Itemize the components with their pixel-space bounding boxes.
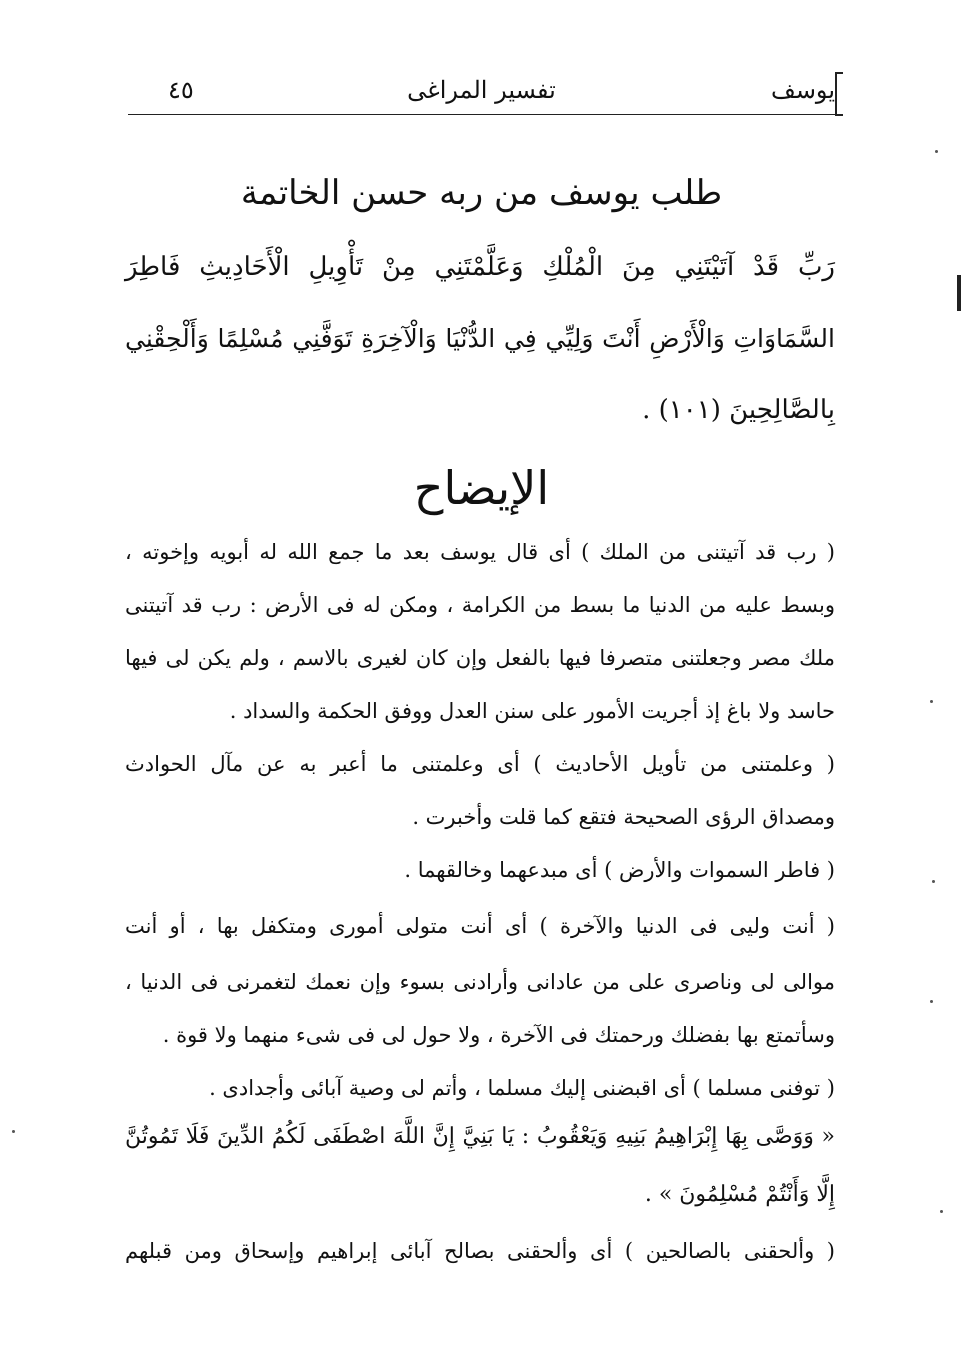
body-line: ( أنت وليى فى الدنيا والآخرة ) أى أنت متولى أمورى ومتكفل بها ، أو أنت bbox=[125, 914, 835, 938]
scan-speck bbox=[935, 150, 938, 153]
quran-citation-line: إِلَّا وَأَنْتُمْ مُسْلِمُونَ » . bbox=[644, 1182, 835, 1207]
body-line: ( توفنى مسلما ) أى اقبضنى إليك مسلما ، وأتم لى وصية آبائى وأجدادى . bbox=[209, 1076, 835, 1100]
verse-line: السَّمَاوَاتِ وَالْأَرْضِ أَنْتَ وَلِيِّي فِي الدُّنْيَا وَالْآخِرَةِ تَوَفَّنِي مُسْلِمًا وَأَلْحِقْنِي bbox=[125, 324, 835, 353]
margin-mark bbox=[957, 275, 961, 311]
scan-speck bbox=[930, 700, 933, 703]
scan-speck bbox=[940, 1210, 943, 1213]
scan-speck bbox=[12, 1130, 15, 1133]
body-line: ( وألحقنى بالصالحين ) أى وألحقنى بصالح آبائى إبراهيم وإسحاق ومن قبلهم bbox=[125, 1239, 835, 1263]
body-line: وبسط عليه من الدنيا ما بسط من الكرامة ، ومكن له فى الأرض : رب قد آتيتنى bbox=[125, 593, 835, 617]
quran-citation-line: « وَوَصَّى بِهَا إِبْرَاهِيمُ بَنِيهِ وَيَعْقُوبُ : يَا بَنِيَّ إِنَّ اللَّهَ اصْطَفَى لَكُمُ الدِّينَ فَلَا تَمُوتُنَّ bbox=[125, 1124, 835, 1149]
body-line: وسأتمتع بها بفضلك ورحمتك فى الآخرة ، ولا حول لى فى شىء منهما ولا قوة . bbox=[162, 1023, 835, 1047]
page-number: ٤٥ bbox=[168, 76, 194, 104]
scan-speck bbox=[930, 1000, 933, 1003]
body-line: ملك مصر وجعلتنى متصرفا فيها بالفعل وإن كان لغيرى بالاسم ، ولم يكن لى فيها bbox=[125, 646, 835, 670]
body-line: موالى لى وناصرى على من عادانى وأرادنى بسوء وإن نعمك لتغمرنى فى الدنيا ، bbox=[125, 970, 835, 994]
header-rule bbox=[128, 114, 840, 115]
section-heading: طلب يوسف من ربه حسن الخاتمة bbox=[240, 173, 723, 213]
explanation-heading: الإيضاح bbox=[413, 461, 550, 515]
body-line: ( فاطر السموات والأرض ) أى مبدعهما وخالقهما . bbox=[404, 858, 835, 882]
body-line: حاسد ولا باغ إذ أجريت الأمور على سنن العدل ووفق الحكمة والسداد . bbox=[229, 699, 835, 723]
verse-line: رَبِّ قَدْ آتَيْتَنِي مِنَ الْمُلْكِ وَعَلَّمْتَنِي مِنْ تَأْوِيلِ الْأَحَادِيثِ فَاطِرَ bbox=[125, 252, 835, 282]
body-line: ( وعلمتنى من تأويل الأحاديث ) أى وعلمتنى ما أعبر به عن مآل الحوادث bbox=[125, 752, 835, 776]
surah-name: يوسف bbox=[770, 76, 835, 104]
scan-speck bbox=[932, 880, 935, 883]
body-line: ( رب قد آتيتنى من الملك ) أى قال يوسف بعد ما جمع الله له أبويه وإخوته ، bbox=[125, 540, 835, 564]
verse-line: بِالصَّالِحِينَ (١٠١) . bbox=[642, 395, 835, 425]
body-line: ومصداق الرؤى الصحيحة فتقع كما قلت وأخبرت . bbox=[412, 805, 835, 829]
book-title: تفسير المراغى bbox=[407, 76, 556, 104]
